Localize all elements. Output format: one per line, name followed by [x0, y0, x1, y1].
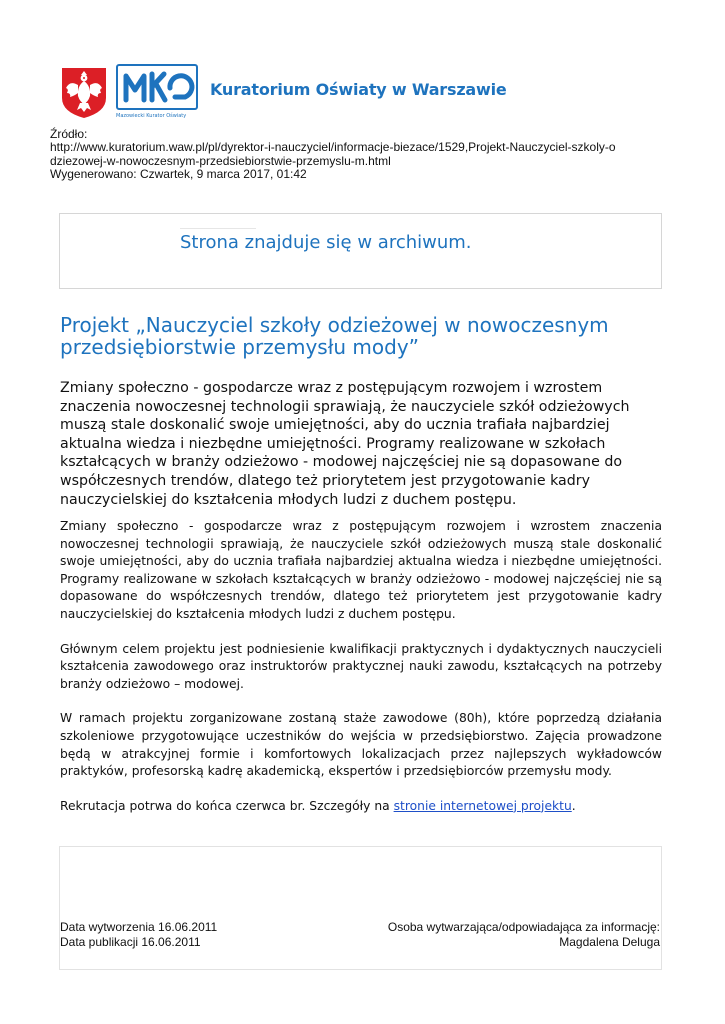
article-title: Projekt „Nauczyciel szkoły odzieżowej w nowoczesnym przedsiębiorstwie przemysłu mody” [60, 313, 609, 359]
mko-logo-frame [116, 64, 198, 110]
archive-notice-box [59, 213, 662, 289]
article-paragraph: W ramach projektu zorganizowane zostaną staże zawodowe (80h), które poprzedzą działania szkoleniowe przygotowujące uczestników do wejścia w przedsiębiorstwo. Zajęcia prowadzone będą w atrakcyjnej formie i komfortowych lokalizacjach przez najlepszych wykładowców praktyków, profesorską kadrę akademicką, ekspertów i przedsiębiorców przemysłu mody. [60, 711, 662, 779]
footer-responsible [360, 920, 660, 949]
article-lead: Zmiany społeczno - gospodarcze wraz z postępującym rozwojem i wzrostem znaczenia nowoczesnej technologii sprawiają, że nauczyciele szkół odzieżowych muszą stale doskonalić swoje umiejętności, aby do ucznia trafiała najbardziej aktualna wiedza i niezbędne umiejętności. Programy realizowane w szkołach kształcących w branży odzieżowo - modowej najczęściej nie są dopasowane do współczesnych trendów, dlatego też priorytetem jest przygotowanie kadry nauczycielskiej do kształcenia młodych ludzi z duchem postępu. [60, 380, 630, 508]
generated-timestamp: Wygenerowano: Czwartek, 9 marca 2017, 01:42 [50, 167, 307, 182]
article-paragraph: Zmiany społeczno - gospodarcze wraz z postępującym rozwojem i wzrostem znaczenia nowoczesnej technologii sprawiają, że nauczyciele szkół odzieżowych muszą stale doskonalić swoje umiejętności, aby do ucznia trafiała najbardziej aktualna wiedza i niezbędne umiejętności. Programy realizowane w szkołach kształcących w branży odzieżowo - modowej najczęściej nie są dopasowane do współczesnych trendów, dlatego też priorytetem jest przygotowanie kadry nauczycielskiej do kształcenia młodych ludzi z duchem postępu. [60, 519, 662, 621]
source-label: Źródło: [50, 127, 88, 141]
archive-divider [180, 228, 256, 229]
recruitment-paragraph [60, 798, 662, 816]
responsible-name: Magdalena Deluga [559, 934, 660, 949]
responsible-label: Osoba wytwarzająca/odpowiadająca za informację: [387, 920, 660, 934]
article-body [60, 518, 662, 832]
published-date: Data publikacji 16.06.2011 [60, 934, 201, 949]
recruitment-text: Rekrutacja potrwa do końca czerwca br. Szczegóły na [60, 798, 394, 813]
source-info [50, 128, 690, 182]
polish-eagle-emblem [60, 66, 108, 120]
source-url-line-1: http://www.kuratorium.waw.pl/pl/dyrektor-i-nauczyciel/informacje-biezace/1529,Projekt-Nauczyciel-szkoly-o [50, 140, 616, 155]
recruitment-end: . [571, 798, 576, 813]
footer-dates [60, 920, 217, 949]
article-paragraph: Głównym celem projektu jest podniesienie kwalifikacji praktycznych i dydaktycznych nauczycieli kształcenia zawodowego oraz instruktorów praktycznej nauki zawodu, kształcących na potrzeby branży odzieżowo – modowej. [60, 641, 662, 691]
created-date: Data wytworzenia 16.06.2011 [60, 920, 218, 934]
mko-logo-subtitle: Mazowiecki Kurator Oświaty [116, 113, 187, 119]
brand-name: Kuratorium Oświaty w Warszawie [210, 80, 507, 99]
footer-box [59, 846, 662, 970]
page-header [60, 64, 660, 124]
source-url-line-2: dziezowej-w-nowoczesnym-przedsiebiorstwie-przemyslu-m.html [50, 153, 391, 168]
mko-logo [116, 64, 202, 122]
archive-notice: Strona znajduje się w archiwum. [180, 232, 472, 253]
project-website-link[interactable]: stronie internetowej projektu [393, 798, 572, 813]
